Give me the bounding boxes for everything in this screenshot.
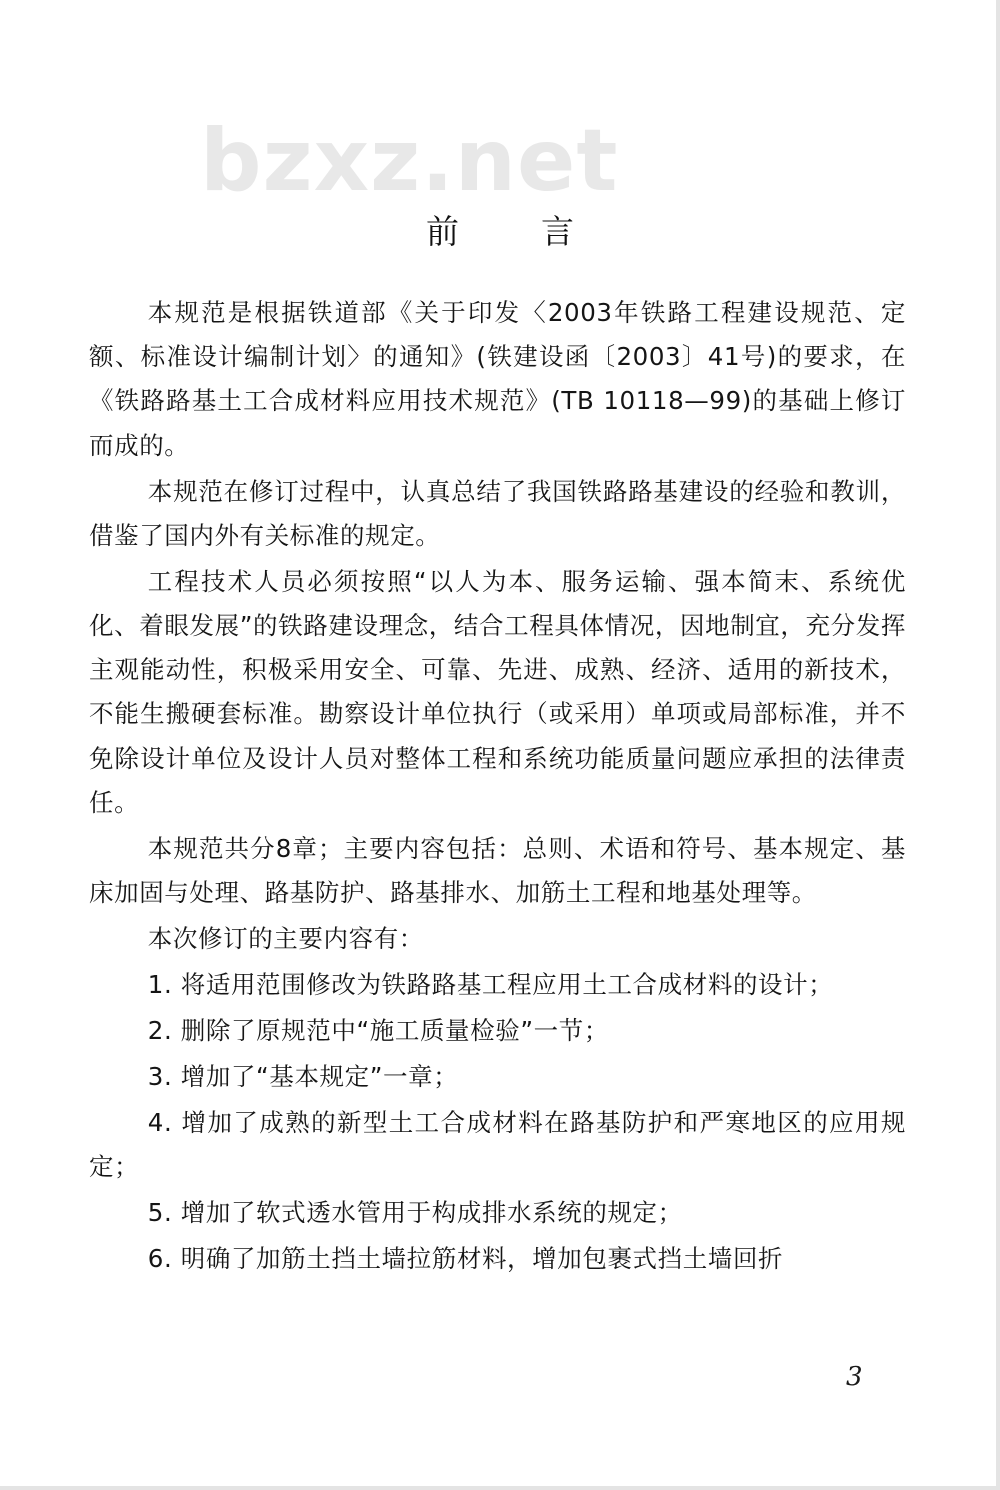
revision-item-6: 6. 明确了加筋土挡土墙拉筋材料，增加包裹式挡土墙回折 (147, 1244, 784, 1274)
paragraph-principles: 工程技术人员必须按照“以人为本、服务运输、强本简末、系统优化、着眼发展”的铁路建设理念，结合工程具体情况，因地制宜，充分发挥主观能动性，积极采用安全、可靠、先进、成熟、经济、适用的新技术，不能生搬硬套标准。勘察设计单位执行（或采用）单项或局部标准，并不免除设计单位及设计人员对整体工程和系统功能质量问题应承担的法律责任。 (89, 566, 906, 817)
paragraph-basis: 本规范是根据铁道部《关于印发〈2003年铁路工程建设规范、定额、标准设计编制计划〉的通知》(铁建设函〔2003〕41号)的要求，在《铁路路基土工合成材料应用技术规范》(TB 10118—99)的基础上修订而成的。 (89, 298, 906, 460)
page-number: 3 (846, 1362, 863, 1392)
title-char-1: 前 (426, 212, 459, 251)
title-char-2: 言 (541, 212, 574, 251)
paragraph-contents: 本规范共分8章；主要内容包括：总则、术语和符号、基本规定、基床加固与处理、路基防护、路基排水、加筋土工程和地基处理等。 (89, 833, 906, 908)
revision-item-4: 4. 增加了成熟的新型土工合成材料在路基防护和严寒地区的应用规定； (89, 1108, 906, 1182)
paragraph-revision-process: 本规范在修订过程中，认真总结了我国铁路路基建设的经验和教训，借鉴了国内外有关标准的规定。 (89, 476, 906, 550)
page-title (0, 212, 1000, 252)
watermark: bzxz.net (200, 111, 619, 211)
revision-item-1: 1. 将适用范围修改为铁路路基工程应用土工合成材料的设计； (147, 970, 834, 1000)
preface-body (89, 291, 906, 1283)
revision-item-5: 5. 增加了软式透水管用于构成排水系统的规定； (147, 1198, 683, 1228)
revision-item-3: 3. 增加了“基本规定”一章； (147, 1062, 459, 1092)
paragraph-revision-intro: 本次修订的主要内容有： (147, 924, 424, 954)
revision-item-2: 2. 删除了原规范中“施工质量检验”一节； (147, 1016, 609, 1046)
